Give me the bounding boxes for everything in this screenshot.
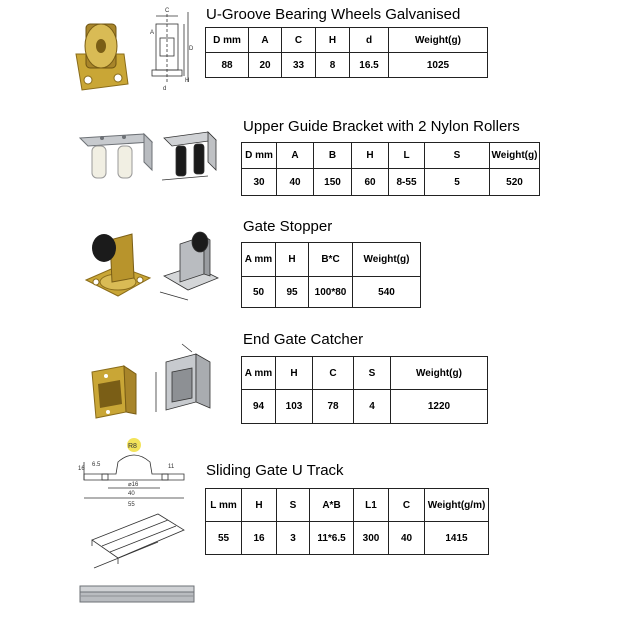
- table-cell: 100*80: [309, 277, 353, 308]
- track-dim-55: 55: [128, 502, 135, 508]
- spec-table-u-track: [205, 488, 489, 555]
- spec-table-end-gate-catcher: [241, 356, 488, 424]
- table-cell: 78: [313, 390, 354, 424]
- spec-table-guide-bracket: [241, 142, 540, 196]
- table-header-cell: C: [313, 357, 354, 390]
- table-cell: 16: [242, 522, 277, 555]
- track-dim-dia16: ⌀16: [128, 482, 139, 488]
- table-cell: 55: [206, 522, 242, 555]
- gate-stopper-photo: [82, 224, 154, 304]
- section-title-guide-bracket: Upper Guide Bracket with 2 Nylon Rollers: [243, 118, 520, 135]
- wheel-dim-h: H: [185, 78, 190, 84]
- table-header-row: [206, 489, 489, 522]
- table-cell: 5: [425, 169, 490, 196]
- table-header-row: [242, 357, 488, 390]
- table-cell: 4: [354, 390, 391, 424]
- table-cell: 300: [354, 522, 389, 555]
- table-header-row: [242, 143, 540, 169]
- table-cell: 8-55: [389, 169, 425, 196]
- section-title-gate-stopper: Gate Stopper: [243, 218, 333, 235]
- table-cell: 88: [206, 53, 249, 78]
- table-header-cell: S: [277, 489, 310, 522]
- table-header-cell: C: [282, 28, 316, 53]
- table-cell: 16.5: [350, 53, 389, 78]
- table-cell: 60: [352, 169, 389, 196]
- table-cell: 150: [314, 169, 352, 196]
- section-title-bearing-wheel: U-Groove Bearing Wheels Galvanised: [206, 6, 461, 23]
- wheel-dim-c: C: [165, 8, 170, 14]
- table-cell: 33: [282, 53, 316, 78]
- table-row: [242, 277, 421, 308]
- table-cell: 30: [242, 169, 277, 196]
- table-header-cell: L mm: [206, 489, 242, 522]
- table-header-cell: A: [249, 28, 282, 53]
- u-track-profile-drawing: [78, 436, 190, 510]
- table-header-cell: H: [242, 489, 277, 522]
- table-header-cell: B: [314, 143, 352, 169]
- table-header-cell: Weight(g): [353, 243, 421, 277]
- table-header-cell: Weight(g): [490, 143, 540, 169]
- section-title-end-gate-catcher: End Gate Catcher: [243, 331, 364, 348]
- wheel-dim-a: A: [150, 30, 155, 36]
- track-dim-16: 16: [78, 466, 85, 472]
- table-cell: 94: [242, 390, 276, 424]
- table-header-cell: H: [276, 243, 309, 277]
- table-cell: 1220: [391, 390, 488, 424]
- table-cell: 40: [389, 522, 425, 555]
- spec-table-bearing-wheel: [205, 27, 488, 78]
- table-cell: 20: [249, 53, 282, 78]
- table-header-cell: C: [389, 489, 425, 522]
- table-row: [206, 522, 489, 555]
- table-header-cell: Weight(g): [389, 28, 488, 53]
- table-header-cell: D mm: [206, 28, 249, 53]
- table-header-cell: A: [277, 143, 314, 169]
- track-dim-r8: R8: [128, 443, 137, 450]
- table-cell: 8: [316, 53, 350, 78]
- table-header-cell: Weight(g/m): [425, 489, 489, 522]
- table-cell: 50: [242, 277, 276, 308]
- table-header-cell: A*B: [310, 489, 354, 522]
- bearing-wheel-photo: [72, 14, 132, 94]
- table-cell: 11*6.5: [310, 522, 354, 555]
- table-cell: 1025: [389, 53, 488, 78]
- wheel-dim-d-small: d: [163, 86, 167, 92]
- table-header-cell: S: [354, 357, 391, 390]
- table-header-cell: B*C: [309, 243, 353, 277]
- table-header-row: [206, 28, 488, 53]
- table-header-cell: L1: [354, 489, 389, 522]
- track-dim-40: 40: [128, 491, 135, 497]
- table-header-cell: A mm: [242, 243, 276, 277]
- table-cell: 520: [490, 169, 540, 196]
- u-track-photo: [78, 582, 196, 608]
- end-gate-catcher-drawing: [152, 342, 218, 418]
- table-header-cell: d: [350, 28, 389, 53]
- gate-stopper-drawing: [158, 226, 222, 302]
- spec-table-gate-stopper: [241, 242, 421, 308]
- table-cell: 540: [353, 277, 421, 308]
- table-header-row: [242, 243, 421, 277]
- table-row: [206, 53, 488, 78]
- table-cell: 95: [276, 277, 309, 308]
- table-header-cell: L: [389, 143, 425, 169]
- table-cell: 103: [276, 390, 313, 424]
- table-row: [242, 169, 540, 196]
- table-cell: 1415: [425, 522, 489, 555]
- table-header-cell: H: [352, 143, 389, 169]
- section-title-u-track: Sliding Gate U Track: [206, 462, 344, 479]
- table-header-cell: S: [425, 143, 490, 169]
- guide-bracket-photo: [78, 128, 154, 184]
- bearing-wheel-drawing: [148, 4, 194, 92]
- wheel-dim-d-large: D: [189, 46, 194, 52]
- end-gate-catcher-photo: [84, 362, 144, 422]
- table-header-cell: D mm: [242, 143, 277, 169]
- table-header-cell: H: [276, 357, 313, 390]
- track-dim-11: 11: [168, 464, 175, 470]
- table-header-cell: H: [316, 28, 350, 53]
- table-cell: 3: [277, 522, 310, 555]
- table-cell: 40: [277, 169, 314, 196]
- table-row: [242, 390, 488, 424]
- table-header-cell: A mm: [242, 357, 276, 390]
- u-track-perspective-drawing: [88, 510, 188, 574]
- track-dim-6-5: 6.5: [92, 462, 101, 468]
- table-header-cell: Weight(g): [391, 357, 488, 390]
- guide-bracket-drawing: [158, 124, 220, 186]
